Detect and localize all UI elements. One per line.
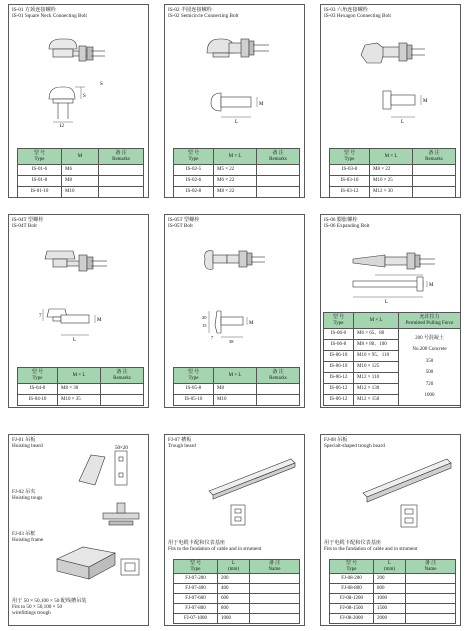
title-en: Trough beard: [168, 443, 196, 450]
dim-m: M: [259, 102, 264, 107]
note-cn: 用于电缆卡配和仪表基座: [324, 540, 382, 546]
title-cn: IS-03 六角连接螺栓: [324, 7, 368, 13]
cell-type: IS-01-10: [18, 187, 62, 198]
table-row: [174, 187, 300, 198]
title-en: IS-04T Bolt: [12, 223, 37, 230]
col-type-cn: 型 号: [332, 315, 345, 320]
fj01-title: [12, 437, 43, 449]
col-type: [324, 313, 354, 329]
cell-mxl: M8 × 80、100: [354, 340, 399, 351]
table-row: [330, 594, 456, 604]
table-row: [18, 165, 144, 176]
fj-note: [12, 598, 87, 616]
cell-l: 800: [218, 604, 250, 614]
table-row: [18, 176, 144, 187]
dim-m: M: [97, 318, 102, 323]
cell-type: FJ-07-800: [174, 604, 218, 614]
fj01-en: Hoisting beard: [12, 443, 43, 449]
fj02-cn: FJ-02 吊夹: [12, 489, 36, 495]
cell-l: 600: [218, 594, 250, 604]
cell-type: IS-06-12: [324, 373, 354, 384]
cell-type: FJ-08-2000: [330, 614, 374, 624]
panel-title: [168, 217, 199, 229]
table-row: [174, 384, 300, 395]
col-mxl: M × L: [58, 368, 101, 384]
cell-force: [399, 329, 461, 406]
col-remarks-cn: 备 注: [272, 151, 284, 156]
col-type-en: Type: [32, 375, 43, 381]
col-type-en: Type: [346, 566, 357, 572]
col-mxl: M × L: [214, 149, 257, 165]
fj02-title: [12, 489, 42, 501]
table-row: [18, 395, 144, 406]
cell-type: FJ-07-200: [174, 574, 218, 584]
cell-type: IS-05-8: [174, 384, 214, 395]
col-mxl: M × L: [214, 368, 257, 384]
fj03-en: Hoisting frame: [12, 537, 44, 543]
cell-mxl: M12 × 110: [354, 373, 399, 384]
note-cn: 用于 50 × 50,100 × 50 配线槽吊装: [12, 598, 87, 604]
col-type-cn: 型 号: [187, 151, 200, 156]
note-en: Fits to the fundation of cable and in strument: [168, 546, 262, 552]
panel-is01: [8, 4, 149, 198]
cell-type: IS-05-10: [174, 395, 214, 406]
cell-name: [406, 594, 456, 604]
dim-m: M: [423, 99, 428, 104]
dim-b: 15: [202, 323, 207, 328]
cell-type: IS-06-8: [324, 340, 354, 351]
cell-type: IS-04-8: [18, 384, 58, 395]
cell-mxl: M6 × 22: [214, 176, 257, 187]
title-cn: IS-04T 型螺栓: [12, 217, 44, 223]
cell-type: IS-06-12: [324, 395, 354, 406]
table-row: [330, 584, 456, 594]
cell-mxl: M8: [214, 384, 257, 395]
cell-type: IS-06-6: [324, 329, 354, 340]
panel-title: [168, 437, 196, 449]
dim-d: 12: [59, 124, 64, 127]
fj03-cn: FJ-03 吊框: [12, 531, 36, 537]
title-cn: FJ-08 吊板: [324, 437, 348, 443]
col-l: [374, 560, 406, 574]
dim-label: 50×20: [115, 446, 128, 451]
cell-mxl: M6 × 65、80: [354, 329, 399, 340]
col-mxl: M × L: [370, 149, 413, 165]
col-force-en: Permitted Pulling Force: [405, 320, 454, 326]
spec-table: [329, 559, 456, 624]
col-l-unit: (mm): [227, 566, 240, 572]
cell-type: FJ-08-200: [330, 574, 374, 584]
square-neck-bolt-drawing: [39, 27, 119, 127]
cell-remarks: [257, 165, 300, 176]
panel-fj08: [320, 434, 461, 626]
col-remarks-en: Remarks: [269, 375, 287, 381]
force-value: 350: [425, 358, 434, 364]
cell-m: M10: [62, 187, 99, 198]
cell-name: [250, 574, 300, 584]
title-cn: IS-06 膨胀螺栓: [324, 217, 358, 223]
col-remarks-cn: 备 注: [116, 370, 128, 375]
dim-m: M: [249, 321, 254, 326]
cell-type: FJ-08-1200: [330, 594, 374, 604]
panel-is02: [164, 4, 305, 198]
cell-mxl: M8 × 30: [58, 384, 101, 395]
panel-fj01: [8, 434, 149, 626]
table-row: [174, 604, 300, 614]
cell-type: IS-02-8: [174, 187, 214, 198]
cell-remarks: [257, 395, 300, 406]
spec-table: [173, 148, 300, 198]
force-value: 720: [425, 381, 434, 387]
cell-name: [406, 574, 456, 584]
cell-name: [250, 594, 300, 604]
panel-is05: [164, 214, 305, 408]
cell-mxl: M10: [214, 395, 257, 406]
t-bolt-drawing: [39, 239, 125, 349]
cell-name: [406, 604, 456, 614]
spec-table: [17, 148, 144, 198]
col-l-label: L: [231, 561, 236, 566]
col-remarks: [257, 368, 300, 384]
table-row: [330, 574, 456, 584]
cell-type: FJ-08-800: [330, 584, 374, 594]
col-remarks-en: Remarks: [425, 156, 443, 162]
note-cn: 用于电缆卡配和仪表基座: [168, 540, 226, 546]
dim-l: 38: [229, 339, 234, 344]
title-cn: FJ-07 槽板: [168, 437, 192, 443]
col-type: [18, 368, 58, 384]
col-type-en: Type: [333, 320, 344, 326]
col-type-cn: 型 号: [345, 561, 358, 566]
table-row: [330, 614, 456, 624]
cell-type: IS-03-10: [330, 176, 370, 187]
hoisting-tougs-drawing: [99, 499, 143, 535]
col-name-en: Name: [424, 566, 437, 572]
col-type-en: Type: [34, 156, 45, 162]
title-en: IS-03 Hexagon Connecting Bolt: [324, 13, 391, 20]
col-type-cn: 型 号: [33, 151, 46, 156]
dim-a: 20: [202, 315, 207, 320]
force-value: 500: [425, 370, 434, 375]
col-type: [174, 149, 214, 165]
title-en: IS-01 Square Neck Connecting Bolt: [12, 13, 87, 20]
cell-remarks: [101, 395, 144, 406]
cell-remarks: [99, 187, 144, 198]
cell-type: IS-01-6: [18, 165, 62, 176]
col-remarks-en: Remarks: [113, 375, 131, 381]
col-type-en: Type: [190, 566, 201, 572]
hoisting-frame-drawing: [53, 539, 147, 591]
cell-mxl: M12 × 30: [370, 187, 413, 198]
cell-type: IS-06-12: [324, 384, 354, 395]
cell-remarks: [257, 187, 300, 198]
cell-type: FJ-08-1500: [330, 604, 374, 614]
cell-type: IS-02-5: [174, 165, 214, 176]
cell-m: M8: [62, 176, 99, 187]
cell-l: 800: [374, 584, 406, 594]
table-row: [174, 165, 300, 176]
title-en: IS-06 Expanding Bolt: [324, 223, 370, 230]
note-en2: wirefittings trough: [12, 610, 51, 616]
title-en: IS-02 Semicircle Connecting Bolt: [168, 13, 239, 20]
table-row: [330, 604, 456, 614]
cell-remarks: [99, 165, 144, 176]
col-remarks: [99, 149, 144, 165]
dim-l: L: [401, 120, 405, 125]
spec-table: [173, 367, 300, 406]
col-name: [250, 560, 300, 574]
col-type-en: Type: [188, 375, 199, 381]
panel-is06: [320, 214, 461, 408]
spec-table: [329, 148, 456, 198]
cell-remarks: [413, 187, 456, 198]
cell-remarks: [413, 165, 456, 176]
cell-l: 1000: [374, 594, 406, 604]
col-m: M: [62, 149, 99, 165]
dim-l: L: [235, 120, 239, 125]
table-row: [174, 584, 300, 594]
col-remarks: [257, 149, 300, 165]
cell-l: 400: [218, 584, 250, 594]
note-en1: Fits to 50 × 50,100 × 50: [12, 604, 63, 610]
cell-remarks: [413, 176, 456, 187]
cell-mxl: M5 × 22: [214, 165, 257, 176]
col-force-cn: 允许拉力: [419, 315, 440, 320]
cell-type: IS-06-10: [324, 351, 354, 362]
col-type-cn: 型 号: [343, 151, 356, 156]
col-remarks: [413, 149, 456, 165]
dim-s2: S: [83, 94, 86, 99]
cell-l: 1000: [218, 614, 250, 624]
cell-type: IS-02-6: [174, 176, 214, 187]
trough-beard-drawing: [203, 453, 299, 533]
fj08-note: [324, 540, 417, 552]
semicircle-bolt-drawing: [201, 33, 281, 133]
cell-name: [250, 614, 300, 624]
cell-mxl: M10 × 35: [58, 395, 101, 406]
table-row: [330, 176, 456, 187]
cell-remarks: [101, 384, 144, 395]
cell-type: FJ-07-1000: [174, 614, 218, 624]
col-type-cn: 型 号: [31, 370, 44, 375]
dim-m: M: [429, 283, 434, 288]
col-mxl: M × L: [354, 313, 399, 329]
col-type-cn: 型 号: [189, 561, 202, 566]
col-name: [406, 560, 456, 574]
cell-remarks: [99, 176, 144, 187]
cell-mxl: M10 × 95、110: [354, 351, 399, 362]
hexagon-bolt-drawing: [355, 35, 435, 135]
table-row: [174, 614, 300, 624]
cell-l: 200: [374, 574, 406, 584]
spec-table: [173, 559, 300, 624]
cell-mxl: M12 × 130: [354, 384, 399, 395]
col-remarks-en: Remarks: [269, 156, 287, 162]
dim-s1: S: [100, 82, 103, 87]
cell-name: [250, 604, 300, 614]
panel-title: [324, 217, 370, 229]
col-force: [399, 313, 461, 329]
col-remarks-en: Remarks: [112, 156, 130, 162]
cell-mxl: M8 × 22: [370, 165, 413, 176]
table-row: [174, 594, 300, 604]
dim-a: 7: [39, 314, 42, 319]
cell-type: IS-04-10: [18, 395, 58, 406]
cell-mxl: M8 × 22: [214, 187, 257, 198]
spec-table: [323, 312, 461, 406]
expanding-bolt-drawing: [345, 235, 445, 311]
table-row: [18, 187, 144, 198]
title-cn: IS-05T 型螺栓: [168, 217, 200, 223]
title-cn: IS-02 半圆连接螺栓: [168, 7, 212, 13]
panel-is03: [320, 4, 461, 198]
col-name-cn: 备 注: [268, 561, 281, 566]
title-cn: IS-01 方颈连接螺栓: [12, 7, 56, 13]
cell-mxl: M10 × 25: [370, 176, 413, 187]
fj02-en: Hoisting tougs: [12, 495, 43, 501]
cell-type: IS-06-10: [324, 362, 354, 373]
cell-type: FJ-07-600: [174, 594, 218, 604]
panel-fj07: [164, 434, 305, 626]
col-remarks-cn: 备 注: [272, 370, 284, 375]
t-bolt-05-drawing: [199, 241, 285, 351]
cell-remarks: [257, 176, 300, 187]
cell-mxl: M10 × 125: [354, 362, 399, 373]
col-type-cn: 型 号: [187, 370, 200, 375]
title-en: IS-05T Bolt: [168, 223, 193, 230]
fj01-cn: FJ-01 吊板: [12, 437, 36, 443]
cell-l: 200: [218, 574, 250, 584]
table-row: [330, 187, 456, 198]
col-type-en: Type: [188, 156, 199, 162]
table-row: [18, 384, 144, 395]
cell-type: FJ-07-400: [174, 584, 218, 594]
panel-title: [324, 437, 385, 449]
table-row: [174, 395, 300, 406]
table-row: [330, 165, 456, 176]
table-row: [174, 176, 300, 187]
table-row: [324, 329, 461, 340]
force-cn: 200 号混凝土: [415, 335, 444, 341]
col-l: [218, 560, 250, 574]
cell-remarks: [257, 384, 300, 395]
col-type: [330, 149, 370, 165]
col-remarks-cn: 备 注: [428, 151, 440, 156]
cell-mxl: M12 × 150: [354, 395, 399, 406]
cell-type: IS-01-8: [18, 176, 62, 187]
panel-title: [12, 7, 87, 19]
cell-l: 1500: [374, 604, 406, 614]
fj07-note: [168, 540, 261, 552]
col-remarks: [101, 368, 144, 384]
special-trough-board-drawing: [357, 453, 455, 533]
col-type-en: Type: [344, 156, 355, 162]
cell-name: [406, 584, 456, 594]
note-en: Fits to the fundation of cable and in strument: [324, 546, 418, 552]
panel-is04: [8, 214, 149, 408]
table-row: [174, 574, 300, 584]
title-en: Specialt-shaped trough board: [324, 443, 385, 450]
dim-l: L: [385, 300, 389, 305]
spec-table: [17, 367, 144, 406]
cell-name: [406, 614, 456, 624]
col-type: [18, 149, 62, 165]
col-name-en: Name: [268, 566, 281, 572]
cell-name: [250, 584, 300, 594]
hoisting-beard-drawing: [75, 443, 145, 491]
panel-title: [12, 217, 43, 229]
col-type: [174, 560, 218, 574]
cell-l: 2000: [374, 614, 406, 624]
fj03-title: [12, 531, 43, 543]
col-remarks-cn: 备 注: [115, 151, 127, 156]
col-name-cn: 备 注: [424, 561, 437, 566]
dim-c: 7: [211, 335, 214, 340]
cell-type: IS-03-12: [330, 187, 370, 198]
col-type: [330, 560, 374, 574]
panel-title: [168, 7, 238, 19]
cell-type: IS-03-8: [330, 165, 370, 176]
col-l-unit: (mm): [383, 566, 396, 572]
cell-m: M6: [62, 165, 99, 176]
panel-title: [324, 7, 391, 19]
col-type: [174, 368, 214, 384]
col-l-label: L: [387, 561, 392, 566]
force-value: 1000: [424, 393, 435, 398]
dim-l: L: [73, 338, 77, 343]
force-en: No.200 Concrete: [412, 347, 447, 352]
